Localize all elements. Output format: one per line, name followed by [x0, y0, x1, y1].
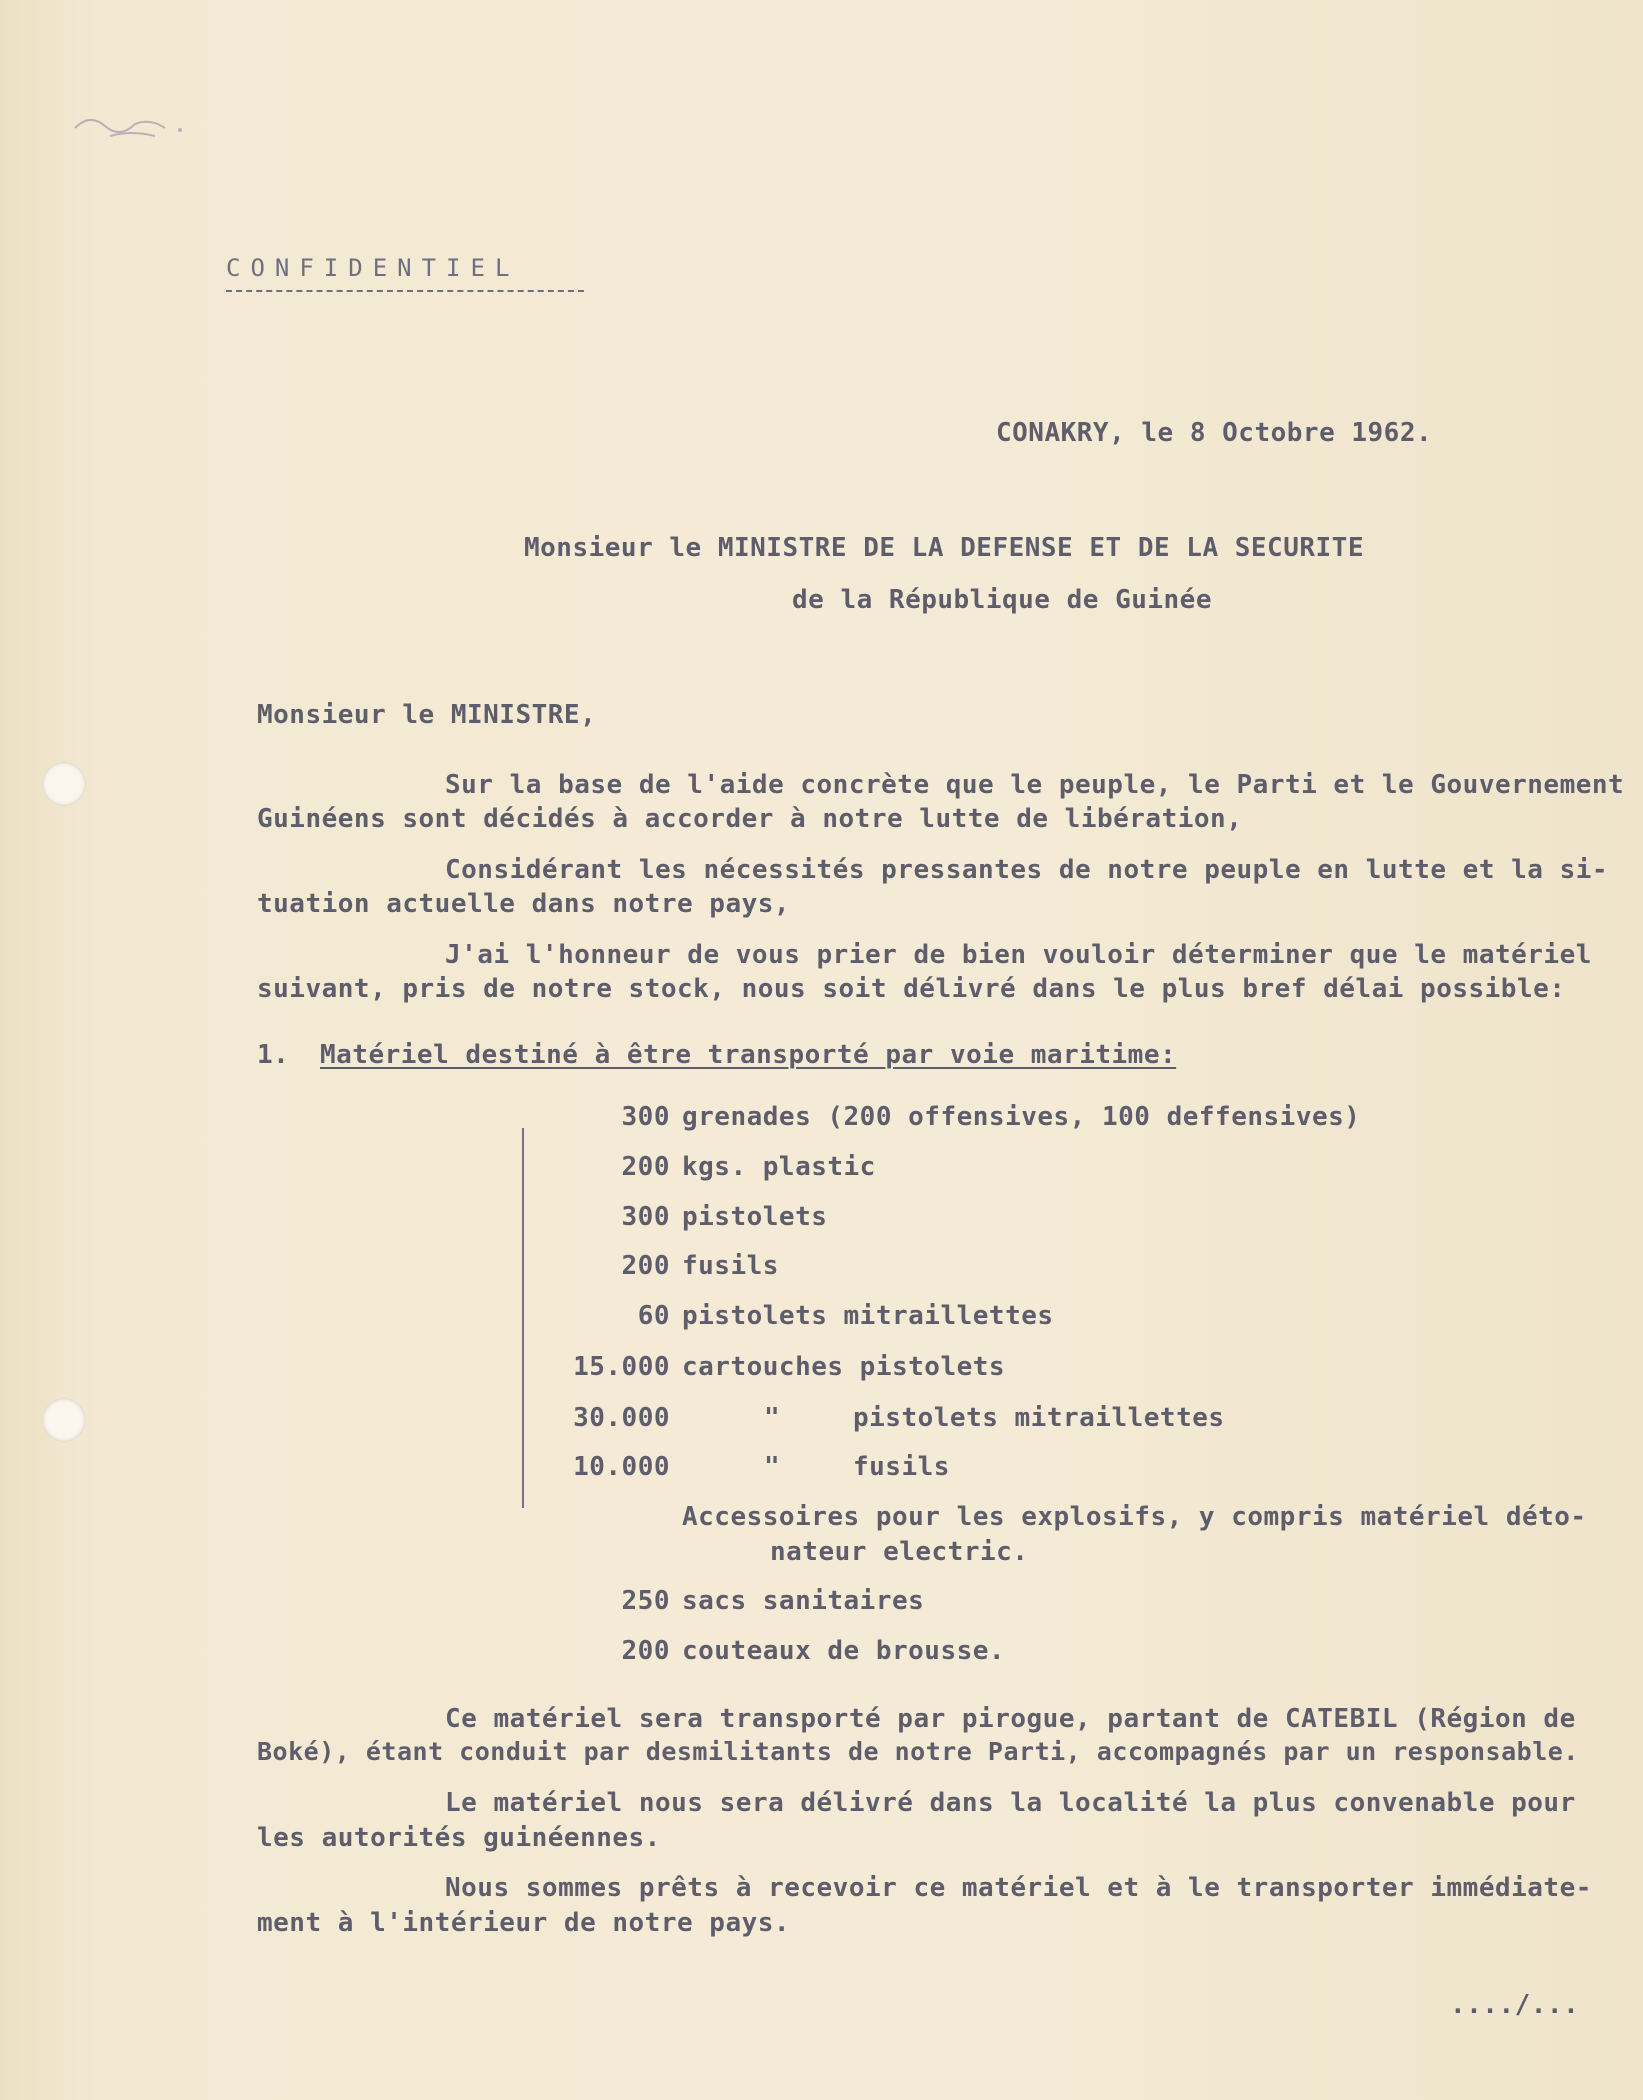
salutation: Monsieur le MINISTRE,: [257, 700, 597, 730]
closing-paragraph-3-line-2: ment à l'intérieur de notre pays.: [257, 1908, 791, 1938]
paragraph-3-line-1: J'ai l'honneur de vous prier de bien vouloir déterminer que le matériel: [445, 940, 1592, 970]
item-description: fusils: [853, 1452, 950, 1482]
paragraph-3-line-2: suivant, pris de notre stock, nous soit délivré dans le plus bref délai possible:: [257, 974, 1566, 1004]
item-description: pistolets mitraillettes: [853, 1403, 1225, 1433]
item-quantity: 60: [637, 1301, 670, 1331]
item-quantity: 200: [621, 1636, 670, 1666]
item-description: sacs sanitaires: [682, 1586, 925, 1616]
item-quantity: 300: [621, 1202, 670, 1232]
closing-paragraph-2-line-2: les autorités guinéennes.: [257, 1823, 661, 1853]
accessories-line-2: nateur electric.: [770, 1537, 1029, 1567]
recipient-line-2: de la République de Guinée: [792, 585, 1212, 615]
item-description: cartouches pistolets: [682, 1352, 1006, 1382]
item-ditto-mark: ": [764, 1452, 781, 1482]
section-number: 1.: [257, 1040, 290, 1070]
item-ditto-mark: ": [764, 1403, 781, 1433]
paragraph-1-line-2: Guinéens sont décidés à accorder à notre lutte de libération,: [257, 804, 1243, 834]
place-date: CONAKRY, le 8 Octobre 1962.: [996, 418, 1433, 448]
handwritten-mark-icon: [70, 108, 220, 148]
paragraph-1-line-1: Sur la base de l'aide concrète que le peuple, le Parti et le Gouvernement: [445, 770, 1625, 800]
item-description: pistolets mitraillettes: [682, 1301, 1054, 1331]
item-description: grenades (200 offensives, 100 deffensives): [682, 1102, 1361, 1132]
classification-underline: [226, 290, 584, 292]
classification-stamp: CONFIDENTIEL: [226, 254, 520, 282]
margin-bracket: [522, 1128, 524, 1508]
recipient-line-1: Monsieur le MINISTRE DE LA DEFENSE ET DE LA SECURITE: [524, 533, 1364, 563]
item-quantity: 200: [621, 1152, 670, 1182]
item-description: fusils: [682, 1251, 779, 1281]
item-description: kgs. plastic: [682, 1152, 876, 1182]
item-description: couteaux de brousse.: [682, 1636, 1006, 1666]
closing-paragraph-2-line-1: Le matériel nous sera délivré dans la localité la plus convenable pour: [445, 1788, 1576, 1818]
item-quantity: 15.000: [573, 1352, 670, 1382]
item-quantity: 250: [621, 1586, 670, 1616]
item-quantity: 200: [621, 1251, 670, 1281]
closing-paragraph-3-line-1: Nous sommes prêts à recevoir ce matériel et à le transporter immédiate-: [445, 1873, 1592, 1903]
paragraph-2-line-1: Considérant les nécessités pressantes de notre peuple en lutte et la si-: [445, 855, 1609, 885]
item-quantity: 10.000: [573, 1452, 670, 1482]
section-title: Matériel destiné à être transporté par voie maritime:: [320, 1040, 1177, 1070]
item-description: pistolets: [682, 1202, 828, 1232]
accessories-line-1: Accessoires pour les explosifs, y compris matériel déto-: [682, 1502, 1587, 1532]
page-continuation-mark: ..../...: [1450, 1990, 1580, 2020]
punch-hole-bottom: [42, 1398, 86, 1442]
paragraph-2-line-2: tuation actuelle dans notre pays,: [257, 889, 791, 919]
item-quantity: 300: [621, 1102, 670, 1132]
item-quantity: 30.000: [573, 1403, 670, 1433]
punch-hole-top: [42, 762, 86, 806]
closing-paragraph-1-line-2: Boké), étant conduit par desmilitants de notre Parti, accompagnés par un responsable.: [257, 1737, 1579, 1766]
closing-paragraph-1-line-1: Ce matériel sera transporté par pirogue, partant de CATEBIL (Région de: [445, 1704, 1576, 1734]
